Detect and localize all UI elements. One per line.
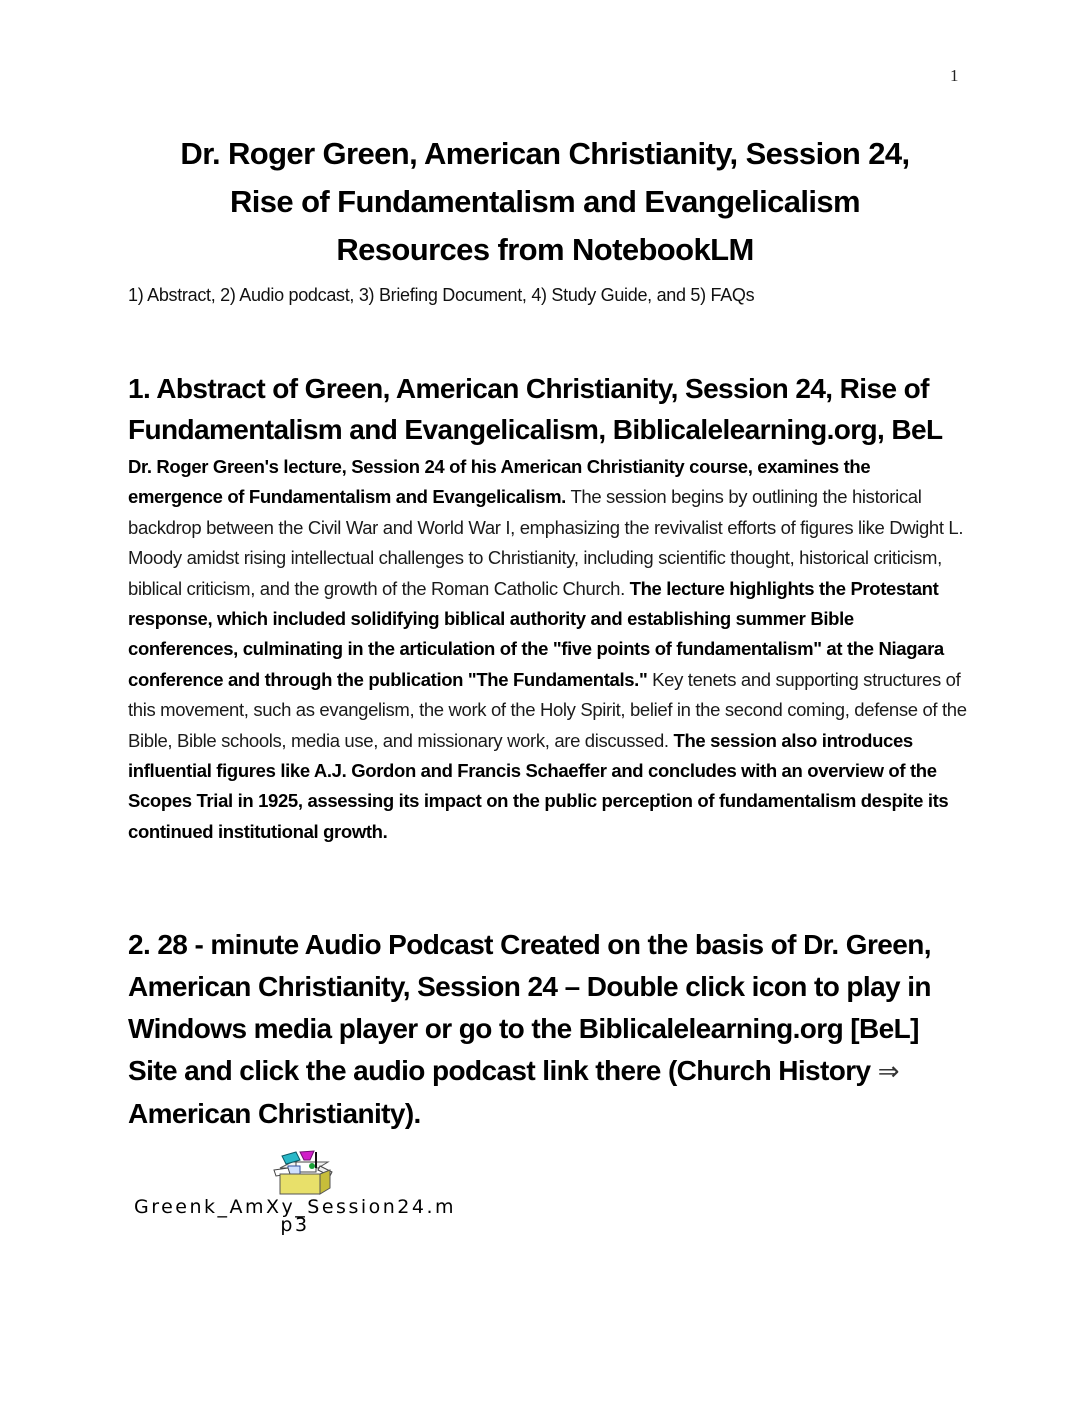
audio-file-attachment[interactable] [130,1148,460,1234]
podcast-heading [128,924,968,1135]
podcast-heading-text-end: American Christianity). [128,1098,421,1129]
document-title [120,130,970,274]
right-arrow-icon: ⇒ [877,1057,899,1087]
abstract-heading: 1. Abstract of Green, American Christianity, Session 24, Rise of Fundamentalism and Evangelicalism, Biblicalelearning.org, BeL [128,373,943,445]
title-line-2: Rise of Fundamentalism and Evangelicalism [229,184,861,219]
page-number: 1 [950,66,959,85]
package-file-icon [240,1148,350,1198]
abstract-body [128,452,968,847]
podcast-heading-text: 2. 28 - minute Audio Podcast Created on the basis of Dr. Green, American Christianity, Session 24 – Double click icon to play in Windows media player or go to the Biblicalelearning.org [BeL] Site and click the audio podcast link there (Church History [128,929,931,1086]
title-line-3: Resources from NotebookLM [336,232,754,267]
contents-summary: 1) Abstract, 2) Audio podcast, 3) Briefing Document, 4) Study Guide, and 5) FAQs [128,285,755,305]
audio-filename[interactable]: Greenk_AmXy_Session24.mp3 [133,1196,457,1236]
abstract-segment: The session begins by outlining the historical backdrop between the Civil War and World War I, emphasizing the revivalist efforts of figures like Dwight L. Moody amidst rising intellectual challenges to Christianity, including scientific thought, historical criticism, biblical criticism, and the growth of the Roman Catholic Church. [128,486,964,599]
abstract-segment: Key tenets and supporting structures of this movement, such as evangelism, the work of the Holy Spirit, belief in the second coming, defense of the Bible, Bible schools, media use, and missionary work, are discussed. [128,668,967,751]
abstract-segment: The lecture highlights the Protestant response, which included solidifying biblical authority and establishing summer Bible conferences, culminating in the articulation of the "five points of fundamentalism" at the Niagara conference and through the publication "The Fundamentals." [128,577,944,690]
abstract-segment: The session also introduces influential figures like A.J. Gordon and Francis Schaeffer and concludes with an overview of the Scopes Trial in 1925, assessing its impact on the public perception of fundamentalism despite its continued institutional growth. [128,729,949,842]
abstract-segment: Dr. Roger Green's lecture, Session 24 of his American Christianity course, examines the emergence of Fundamentalism and Evangelicalism. [128,456,871,508]
title-line-1: Dr. Roger Green, American Christianity, Session 24, [180,136,910,171]
